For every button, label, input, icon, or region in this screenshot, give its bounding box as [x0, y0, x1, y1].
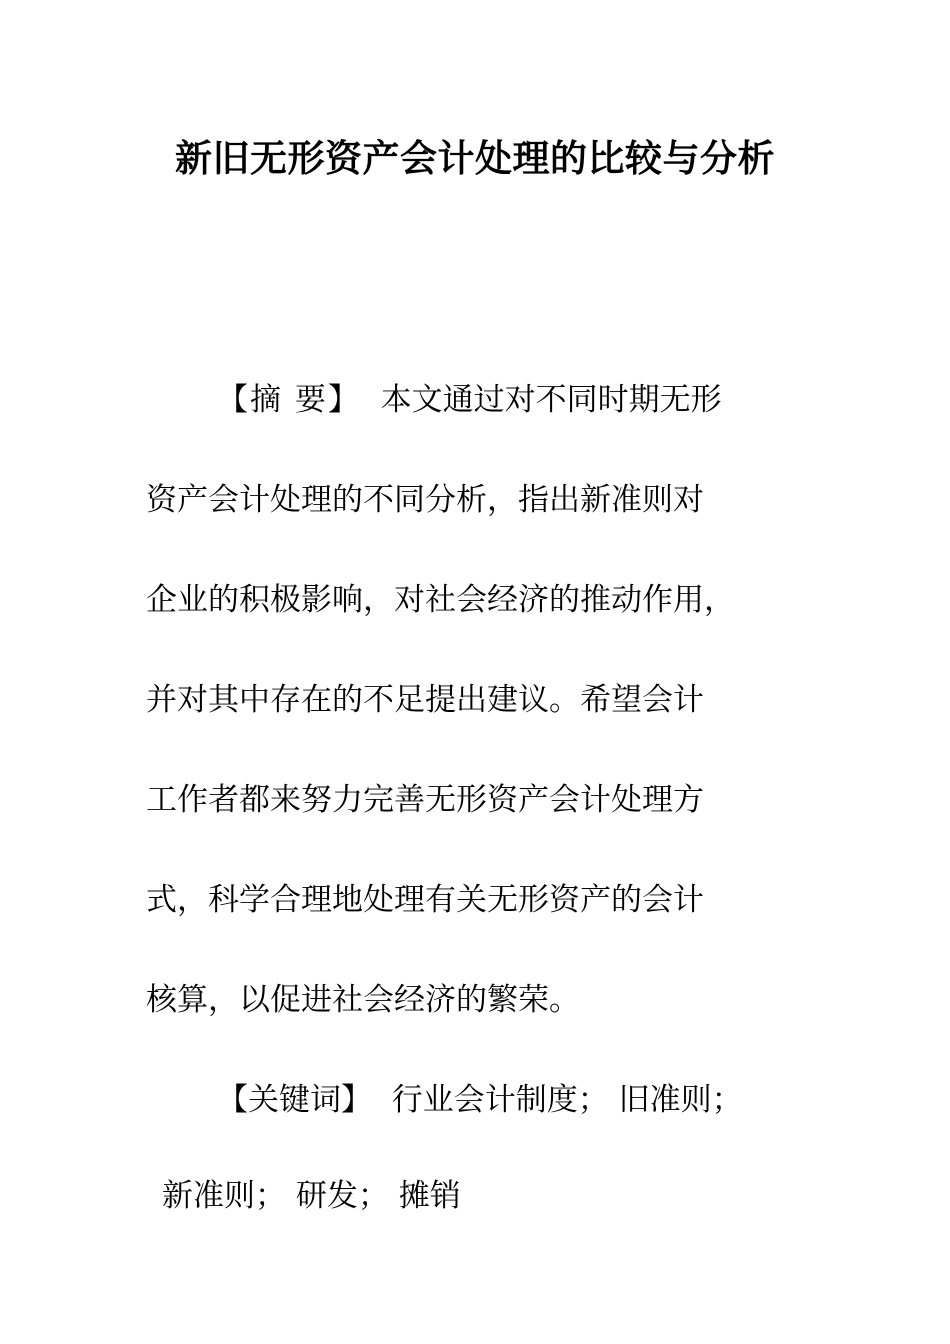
abstract-label: 【摘 要】	[217, 382, 361, 418]
abstract-line: 企业的积极影响，对社会经济的推动作用，	[146, 582, 735, 618]
abstract-first-line	[217, 380, 722, 420]
keywords-label: 【关键词】	[217, 1082, 372, 1118]
abstract-line: 并对其中存在的不足提出建议。希望会计	[146, 682, 704, 718]
abstract-line: 工作者都来努力完善无形资产会计处理方	[146, 782, 704, 818]
document-title: 新旧无形资产会计处理的比较与分析	[175, 136, 775, 180]
abstract-line: 资产会计处理的不同分析，指出新准则对	[146, 482, 704, 518]
abstract-line: 式，科学合理地处理有关无形资产的会计	[146, 882, 704, 918]
abstract-line: 核算，以促进社会经济的繁荣。	[146, 982, 580, 1018]
keywords-list: 行业会计制度； 旧准则；	[391, 1082, 743, 1118]
keywords-first-line	[217, 1080, 743, 1120]
abstract-line: 本文通过对不同时期无形	[380, 382, 722, 418]
keywords-list: 新准则； 研发； 摊销	[162, 1178, 461, 1214]
